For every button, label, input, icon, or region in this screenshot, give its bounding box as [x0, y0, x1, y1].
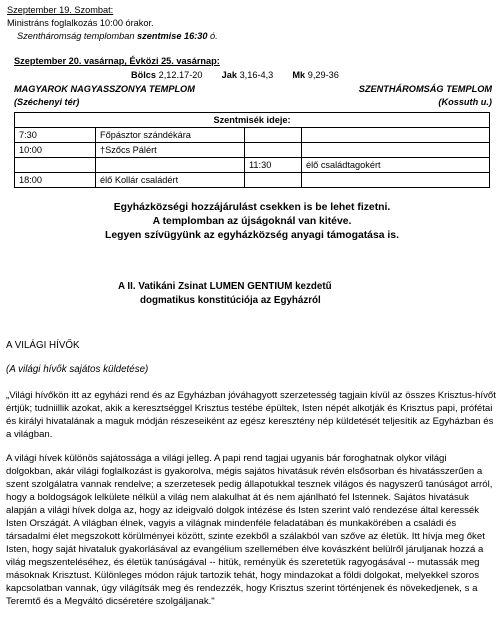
notice-line-1: Egyházközségi hozzájárulást csekken is be lehet fizetni.: [113, 202, 391, 213]
mass-table-header: Szentmisék ideje:: [15, 113, 490, 128]
table-header-row: [15, 113, 490, 128]
reading-ref-3: 9,29-36: [307, 70, 339, 80]
reading-ref-1: 2,12.17-20: [158, 70, 203, 80]
mass-time: 7:30: [15, 128, 96, 143]
table-row: [15, 143, 490, 158]
mass-time: [15, 158, 96, 173]
reading-book-1: Bölcs: [131, 70, 157, 80]
church-left-location: (Széchenyi tér): [14, 97, 80, 107]
mass-intention: élő Kollár családért: [96, 173, 245, 188]
mass-time-right: [245, 128, 302, 143]
table-row: [15, 128, 490, 143]
readings: [131, 71, 339, 80]
mass-time-right: 11:30: [245, 158, 302, 173]
sep19-line1: Ministráns foglalkozás 10:00 órakor.: [7, 18, 154, 28]
reading-book-2: Jak: [221, 70, 237, 80]
reading-book-3: Mk: [292, 70, 306, 80]
reading-ref-2: 3,16-4,3: [239, 70, 274, 80]
sep19-line2-pre: Szentháromság templomban: [17, 31, 138, 41]
notice-line-3: Legyen szívügyünk az egyházközség anyagi támogatása is.: [105, 230, 399, 241]
church-right-location: (Kossuth u.): [438, 97, 492, 107]
mass-time-right: [245, 143, 302, 158]
section-heading: A VILÁGI HÍVŐK: [6, 340, 80, 351]
mass-intention-right: [302, 173, 490, 188]
sep19-heading: Szeptember 19. Szombat:: [7, 5, 114, 15]
church-left-name: MAGYAROK NAGYASSZONYA TEMPLOM: [14, 84, 195, 94]
mass-intention: †Szőcs Pálért: [96, 143, 245, 158]
table-row: [15, 158, 490, 173]
mass-intention-right: élő családtagokért: [302, 158, 490, 173]
notice-line-2: A templomban az újságoknál van kitéve.: [152, 216, 352, 227]
sep20-heading: Szeptember 20. vasárnap, Évközi 25. vasárnap:: [14, 56, 220, 66]
paragraph-2: A világi hívek különös sajátossága a világi jelleg. A papi rend tagjai ugyanis bár foroghatnak olykor világi dolgokban, akár világi foglalkozást is gyakorolva, mégis sajátos hivatásuk révén elsősorban és hivatásszerűen a szent szolgálatra vannak rendelve; a szerzetesek pedig állapotukkal tesznek világos és nagyszerű tanúságot arról, hogy a boldogságok lelkülete nélkül a világ nem alakulhat át és nem ajánlható fel Istennek. Sajátos hivatásuk alapján a világi hívek dolga az, hogy az ideigvaló dolgok intézése és Isten szerint való rendezése által keressék Isten Országát. A világban élnek, vagyis a világnak mindenféle feladatában és munkakörében a családi és társadalmi élet megszokott körülményei között, szinte ezekből a szálakból van szőve az életük. Itt hívja meg őket Isten, hogy saját hivataluk gyakorlásával az evangélium szellemében élve kovászként belülről járuljanak hozzá a világ megszenteléséhez, és életük tanúságával -- hitük, reményük és szeretetük ragyogásával -- mutassák meg másoknak Krisztust. Különleges módon rájuk tartozik tehát, hogy mindazokat a földi dolgokat, melyekkel szoros kapcsolatban vannak, úgy világítsák meg és rendezzék, hogy Krisztus szerint történjenek és növekedjenek, s a Teremtő és a Megváltó dicséretére szolgáljanak.": [6, 453, 493, 607]
mass-time: 18:00: [15, 173, 96, 188]
paragraph-1: „Világi hívőkön itt az egyházi rend és az Egyházban jóváhagyott szerzetesség tagjain kívül az összes Krisztus-hívőt értjük; tudniillik azokat, akik a keresztséggel Krisztus testébe épültek, Isten népét alkotják és Krisztus papi, prófétai és királyi hivatalának a maguk módján részeseiként az egész keresztény nép küldetését teljesítik az Egyházban és a világban.: [6, 390, 496, 440]
mass-intention-right: [302, 128, 490, 143]
church-right-name: SZENTHÁROMSÁG TEMPLOM: [358, 84, 492, 94]
section-subheading: (A világi hívők sajátos küldetése): [6, 364, 149, 375]
mass-intention: [96, 158, 245, 173]
sep19-line2-post: ó.: [207, 31, 218, 41]
table-row: [15, 173, 490, 188]
sep19-line2: [17, 32, 218, 41]
document-title-line-1: A II. Vatikáni Zsinat LUMEN GENTIUM kezdetű: [118, 281, 332, 292]
mass-time: 10:00: [15, 143, 96, 158]
sep19-mass-time: szentmise 16:30: [137, 31, 208, 41]
mass-time-right: [245, 173, 302, 188]
document-title-line-2: dogmatikus konstitúciója az Egyházról: [140, 295, 321, 306]
mass-intention-right: [302, 143, 490, 158]
mass-schedule-table: [14, 112, 490, 188]
mass-intention: Főpásztor szándékára: [96, 128, 245, 143]
